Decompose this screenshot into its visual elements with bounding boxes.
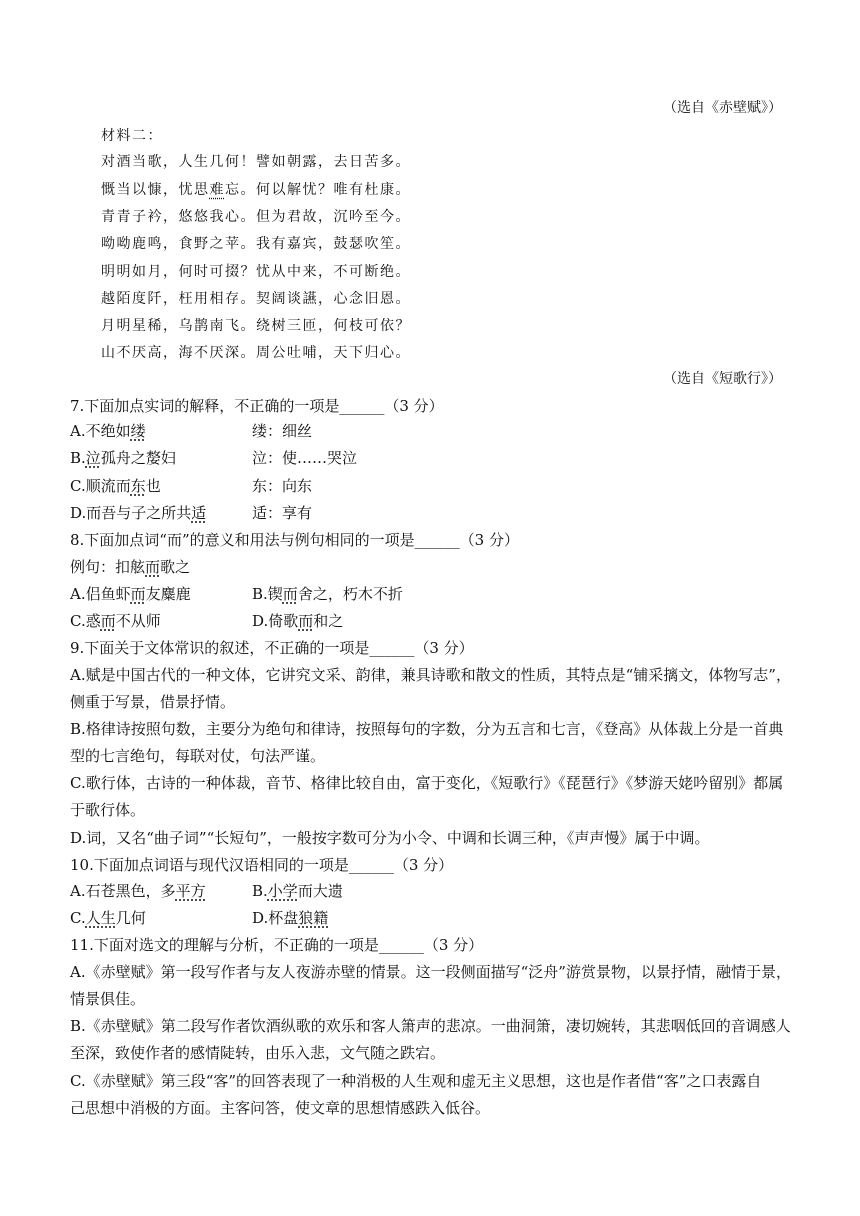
poem-line: 月明星稀，乌鹊南飞。绕树三匝，何枝可依？	[101, 318, 411, 334]
dotted-word: 而	[282, 585, 298, 603]
q9-option-a-line-2: 侧重于写景，借景抒情。	[70, 693, 236, 711]
q7-option-d-explanation: 适：享有	[252, 504, 313, 522]
dotted-word: 人生	[85, 909, 116, 927]
q7-option-b: B.泣孤舟之嫠妇	[70, 449, 176, 467]
poem-line: 慨当以慷，忧思难忘。何以解忧？唯有杜康。	[101, 182, 411, 198]
poem-line: 对酒当歌，人生几何！譬如朝露，去日苦多。	[101, 154, 411, 170]
dotted-word: 狼籍	[298, 909, 329, 927]
q9-option-b-line-1: B.格律诗按照句数，主要分为绝句和律诗，按照每句的字数，分为五言和七言，《登高》从体裁上分是一首典	[70, 720, 784, 738]
q11-option-c-line-1: C.《赤壁赋》第三段“客”的回答表现了一种消极的人生观和虚无主义思想，这也是作者借“客”之口表露自	[70, 1072, 762, 1090]
q8-option-a: A.侣鱼虾而友麋鹿	[70, 585, 191, 603]
poem-line: 呦呦鹿鸣，食野之苹。我有嘉宾，鼓瑟吹笙。	[101, 236, 411, 252]
question-7-stem: 7.下面加点实词的解释，不正确的一项是______（3 分）	[70, 397, 444, 415]
q8-option-b: B.锲而舍之，朽木不折	[252, 585, 403, 603]
question-9-stem: 9.下面关于文体常识的叙述，不正确的一项是______（3 分）	[70, 639, 474, 657]
q7-option-b-explanation: 泣：使……哭泣	[252, 449, 358, 467]
q7-option-c-explanation: 东：向东	[252, 477, 313, 495]
q10-option-a: A.石苍黑色，多平方	[70, 882, 206, 900]
q8-option-c: C.惑而不从师	[70, 612, 161, 630]
question-10-stem: 10.下面加点词语与现代汉语相同的一项是______（3 分）	[70, 856, 454, 874]
q7-option-a-explanation: 缕：细丝	[252, 422, 313, 440]
q10-option-c: C.人生几何	[70, 909, 146, 927]
q7-option-a: A.不绝如缕	[70, 422, 146, 440]
poem-line: 明明如月，何时可掇？忧从中来，不可断绝。	[101, 264, 411, 280]
poem-line: 青青子衿，悠悠我心。但为君故，沉吟至今。	[101, 209, 411, 225]
q10-option-b: B.小学而大遗	[252, 882, 343, 900]
dotted-word: 适	[191, 504, 207, 522]
q7-option-c: C.顺流而东也	[70, 477, 161, 495]
dotted-word: 而	[145, 558, 161, 576]
q9-option-a-line-1: A.赋是中国古代的一种文体，它讲究文采、韵律，兼具诗歌和散文的性质，其特点是“铺采摛文，体物写志”，	[70, 666, 791, 684]
q11-option-b-line-1: B.《赤壁赋》第二段写作者饮酒纵歌的欢乐和客人箫声的悲凉。一曲洞箫，凄切婉转，其悲咽低回的音调感人	[70, 1017, 791, 1035]
dotted-char: 难	[209, 182, 225, 198]
dotted-word: 而	[298, 612, 314, 630]
q9-option-d-line-1: D.词，又名“曲子词”“长短句”，一般按字数可分为小令、中调和长调三种，《声声慢》属于中调。	[70, 829, 710, 847]
q9-option-c-line-2: 于歌行体。	[70, 801, 146, 819]
dotted-word: 平方	[175, 882, 206, 900]
q11-option-a-line-1: A.《赤壁赋》第一段写作者与友人夜游赤壁的情景。这一段侧面描写“泛舟”游赏景物，以景抒情，融情于景，	[70, 963, 791, 981]
q9-option-c-line-1: C.歌行体，古诗的一种体裁，音节、格律比较自由，富于变化，《短歌行》《琵琶行》《梦游天姥吟留别》都属	[70, 774, 784, 792]
question-11-stem: 11.下面对选文的理解与分析，不正确的一项是______（3 分）	[70, 936, 484, 954]
material-2-heading: 材料二：	[101, 128, 163, 144]
question-8-stem: 8.下面加点词“而”的意义和用法与例句相同的一项是______（3 分）	[70, 531, 519, 549]
q11-option-c-line-2: 己思想中消极的方面。主客问答，使文章的思想情感跌入低谷。	[70, 1099, 491, 1117]
q8-option-d: D.倚歌而和之	[252, 612, 344, 630]
q11-option-a-line-2: 情景俱佳。	[70, 990, 146, 1008]
q9-option-b-line-2: 型的七言绝句，每联对仗，句法严谨。	[70, 747, 326, 765]
source-citation-duangexing: （选自《短歌行》）	[663, 371, 782, 387]
dotted-word: 而	[130, 585, 146, 603]
dotted-word: 东	[130, 477, 146, 495]
dotted-word: 小学	[267, 882, 298, 900]
poem-line: 山不厌高，海不厌深。周公吐哺，天下归心。	[101, 345, 411, 361]
q10-option-d: D.杯盘狼籍	[252, 909, 329, 927]
q7-option-d: D.而吾与子之所共适	[70, 504, 207, 522]
q11-option-b-line-2: 至深，致使作者的感情陡转，由乐入悲，文气随之跌宕。	[70, 1044, 446, 1062]
q8-example: 例句：扣舷而歌之	[70, 558, 191, 576]
source-citation-chibifu: （选自《赤壁赋》）	[663, 100, 782, 116]
poem-line: 越陌度阡，枉用相存。契阔谈讌，心念旧恩。	[101, 291, 411, 307]
dotted-word: 泣	[85, 449, 101, 467]
dotted-word: 缕	[130, 422, 146, 440]
dotted-word: 而	[100, 612, 116, 630]
